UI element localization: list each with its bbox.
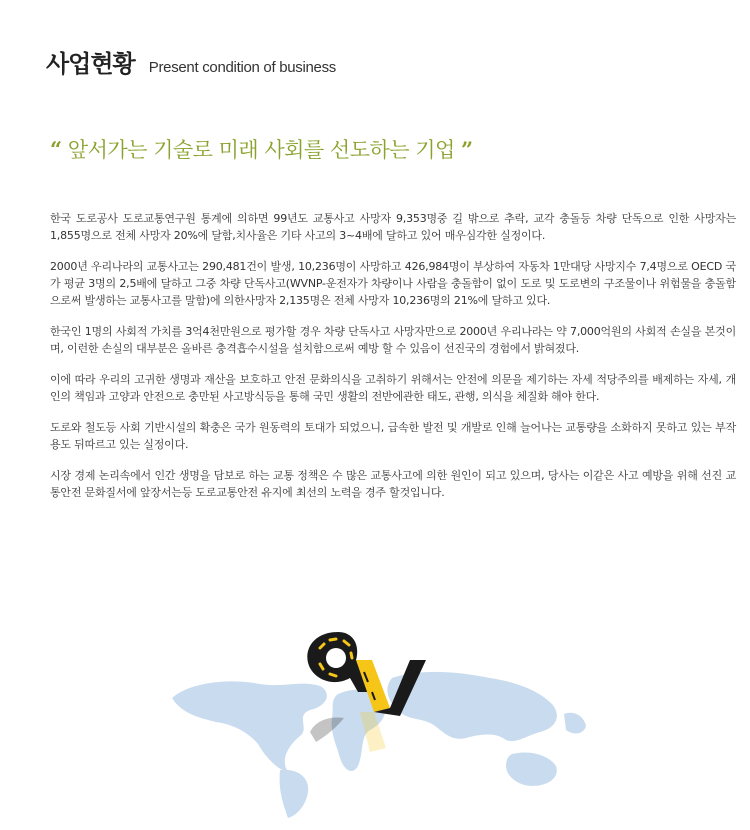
paragraph-5: 도로와 철도등 사회 기반시설의 확충은 국가 원동력의 토대가 되었으니, 급속한 발전 및 개발로 인해 늘어나는 교통량을 소화하지 못하고 있는 부작용도 뒤따르고 있는 실정이다.: [50, 421, 736, 451]
paragraph-2: 2000년 우리나라의 교통사고는 290,481건이 발생, 10,236명이 사망하고 426,984명이 부상하여 자동차 1만대당 사망지수 7,4명으로 OECD 국가 평균 3명의 2,5배에 달하고 그중 차량 단독사고(WVNP-운전자가 차량이나 사람을 충돌함이 없이 도로 및 도로변의 구조물이나 위험물을 충돌함으로써 발생하는 교통사고를 말함)에 의한사망자 2,135명은 전체 사망자 10,236명의 21%에 달하고 있다.: [50, 260, 736, 307]
body-text: [50, 210, 736, 515]
company-visual: [160, 620, 610, 820]
paragraph-6: 시장 경제 논리속에서 인간 생명을 담보로 하는 교통 정책은 수 많은 교통사고에 의한 원인이 되고 있으며, 당사는 이같은 사고 예방을 위해 선진 교통안전 문화질서에 앞장서는등 도로교통안전 유지에 최선의 노력을 경주 할것입니다.: [50, 469, 736, 499]
slogan-text: 앞서가는 기술로 미래 사회를 선도하는 기업: [67, 138, 455, 162]
page-header: [46, 44, 336, 79]
world-map-logo-icon: [160, 620, 610, 820]
slogan-close-quote: ”: [461, 137, 473, 162]
slogan: [50, 134, 710, 164]
paragraph-4: 이에 따라 우리의 고귀한 생명과 재산을 보호하고 안전 문화의식을 고취하기 위해서는 안전에 의문을 제기하는 자세 적당주의를 배제하는 자세, 개인의 책임과 고양과 안전으로 충만된 사고방식등을 통해 국민 생활의 전반에관한 태도, 관행, 의식을 체질화 해야 한다.: [50, 373, 736, 403]
paragraph-3: 한국인 1명의 사회적 가치를 3억4천만원으로 평가할 경우 차량 단독사고 사망자만으로 2000년 우리나라는 약 7,000억원의 사회적 손실을 본것이며, 이런한 손실의 대부분은 올바른 충격흡수시설을 설치함으로써 예방 할 수 있음이 선진국의 경험에서 밝혀졌다.: [50, 325, 736, 355]
page-subtitle: Present condition of business: [148, 59, 337, 76]
paragraph-1: 한국 도로공사 도로교통연구원 통계에 의하면 99년도 교통사고 사망자 9,353명중 길 밖으로 추락, 교각 충돌등 차량 단독으로 인한 사망자는 1,855명으로 전체 사망자 20%에 달함,치사율은 기타 사고의 3~4배에 달하고 있어 매우심각한 실정이다.: [50, 212, 737, 242]
page-title: 사업현황: [46, 50, 135, 78]
slogan-open-quote: “: [50, 137, 62, 162]
